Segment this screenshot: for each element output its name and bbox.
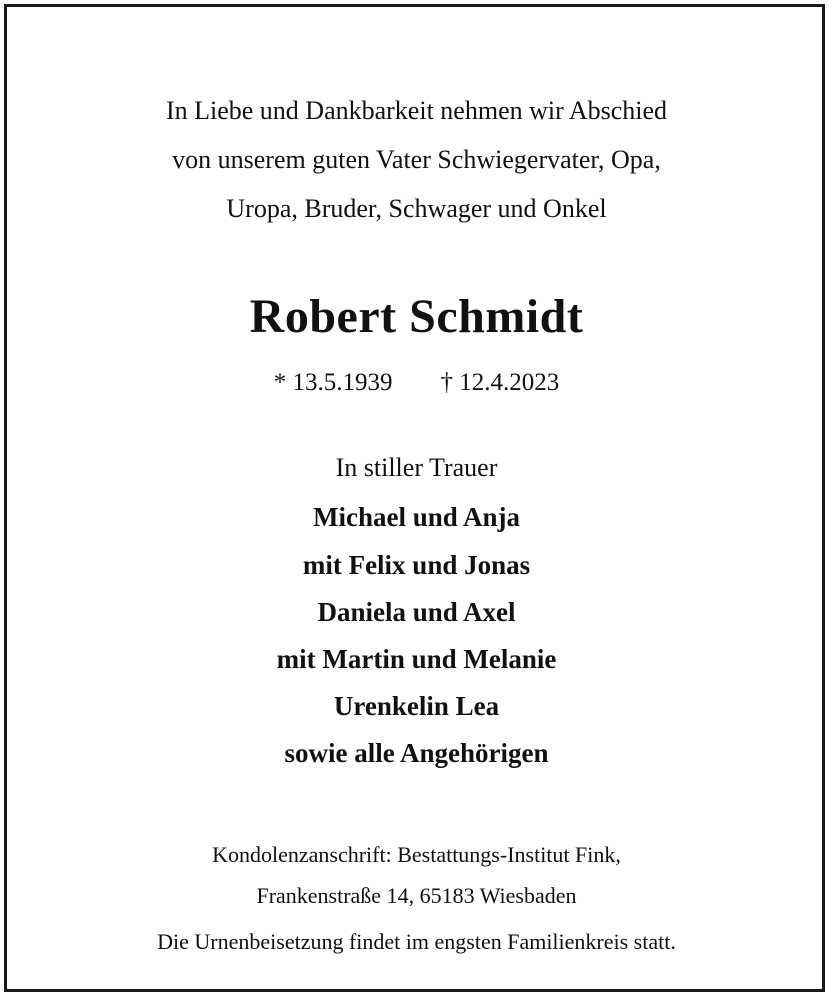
intro-line-2: von unserem guten Vater Schwiegervater, Opa, <box>172 145 661 174</box>
intro-line-1: In Liebe und Dankbarkeit nehmen wir Abschied <box>165 96 668 125</box>
intro-line-3: Uropa, Bruder, Schwager und Onkel <box>226 194 607 223</box>
condolence-address-line-1: Kondolenzanschrift: Bestattungs-Institut Fink, <box>212 842 621 867</box>
death-date: † 12.4.2023 <box>440 369 560 396</box>
birth-date: * 13.5.1939 <box>273 369 393 396</box>
mourner-line: mit Martin und Melanie <box>276 644 557 674</box>
mourner-line: mit Felix und Jonas <box>302 550 531 580</box>
condolence-address-line-2: Frankenstraße 14, 65183 Wiesbaden <box>256 883 577 908</box>
mourner-line: sowie alle Angehörigen <box>284 738 549 768</box>
life-dates <box>0 370 833 395</box>
burial-note: Die Urnenbeisetzung findet im engsten Familienkreis statt. <box>157 929 676 954</box>
deceased-name: Robert Schmidt <box>249 290 584 343</box>
mourner-line: Daniela und Axel <box>317 597 516 627</box>
mourner-line: Urenkelin Lea <box>333 691 500 721</box>
mourning-heading: In stiller Trauer <box>335 453 498 482</box>
mourner-line: Michael und Anja <box>312 502 521 532</box>
